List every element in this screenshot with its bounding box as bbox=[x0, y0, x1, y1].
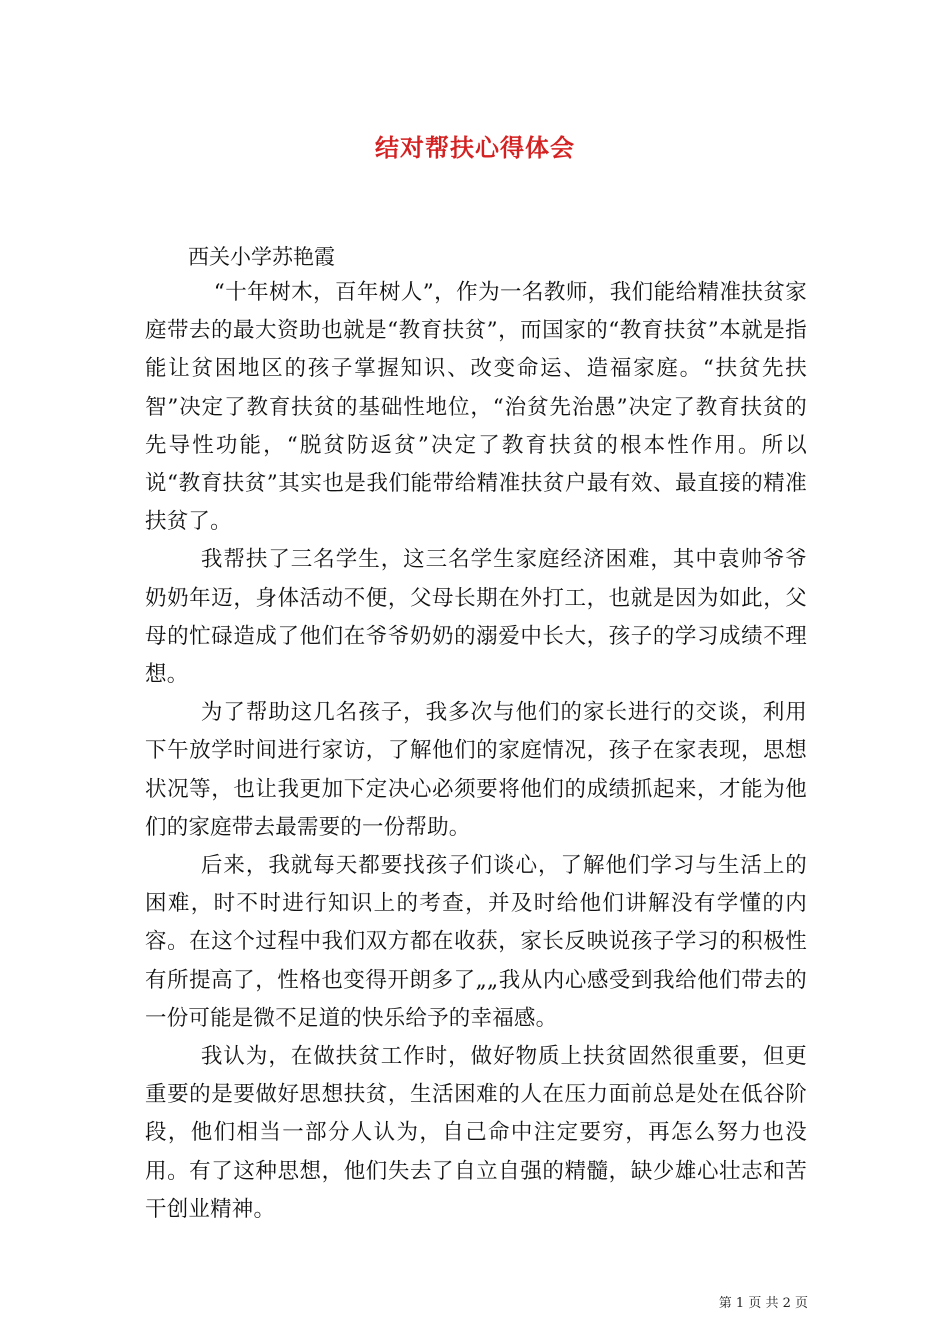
paragraph: 为了帮助这几名孩子，我多次与他们的家长进行的交谈，利用下午放学时间进行家访，了解他们的家庭情况，孩子在家表现，思想状况等，也让我更加下定决心必须要将他们的成绩抓起来，才能为他们的家庭带去最需要的一份帮助。 bbox=[145, 700, 807, 840]
paragraph: 我帮扶了三名学生，这三名学生家庭经济困难，其中袁帅爷爷奶奶年迈，身体活动不便，父母长期在外打工，也就是因为如此，父母的忙碌造成了他们在爷爷奶奶的溺爱中长大，孩子的学习成绩不理想。 bbox=[145, 547, 807, 688]
document-body bbox=[145, 274, 807, 1229]
author-line: 西关小学苏艳霞 bbox=[188, 245, 335, 269]
document-title: 结对帮扶心得体会 bbox=[375, 133, 575, 162]
paragraph: “十年树木，百年树人”，作为一名教师，我们能给精准扶贫家庭带去的最大资助也就是“教育扶贫”，而国家的“教育扶贫”本就是指能让贫困地区的孩子掌握知识、改变命运、造福家庭。“扶贫先扶智”决定了教育扶贫的基础性地位，“治贫先治愚”决定了教育扶贫的先导性功能，“脱贫防返贫”决定了教育扶贫的根本性作用。所以说“教育扶贫”其实也是我们能带给精准扶贫户最有效、最直接的精准扶贫了。 bbox=[145, 280, 807, 535]
paragraph: 后来，我就每天都要找孩子们谈心，了解他们学习与生活上的困难，时不时进行知识上的考查，并及时给他们讲解没有学懂的内容。在这个过程中我们双方都在收获，家长反映说孩子学习的积极性有所提高了，性格也变得开朗多了„„我从内心感受到我给他们带去的一份可能是微不足道的快乐给予的幸福感。 bbox=[145, 853, 807, 1031]
paragraph: 我认为，在做扶贫工作时，做好物质上扶贫固然很重要，但更重要的是要做好思想扶贫，生活困难的人在压力面前总是处在低谷阶段，他们相当一部分人认为，自己命中注定要穷，再怎么努力也没用。有了这种思想，他们失去了自立自强的精髓，缺少雄心壮志和苦干创业精神。 bbox=[145, 1044, 807, 1222]
page-number: 第 1 页 共 2 页 bbox=[718, 1296, 808, 1311]
